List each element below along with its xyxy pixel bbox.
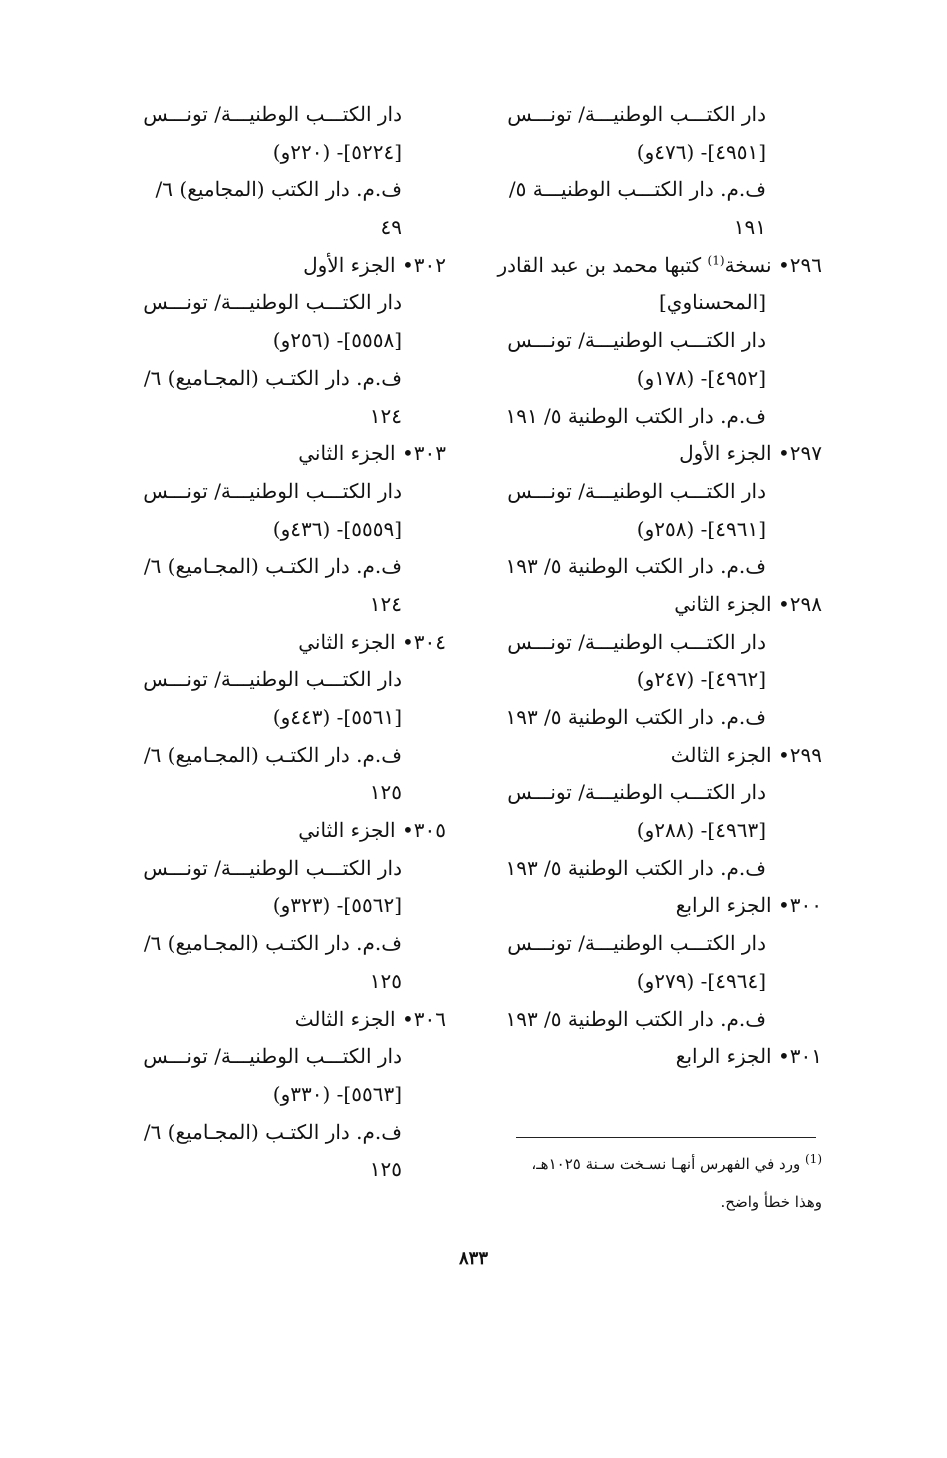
entry-line: [470, 774, 822, 812]
entry-text: دار الكتـــب الوطنيـــة/ تونـــس: [143, 1044, 402, 1069]
entry-line: [88, 963, 446, 1001]
entry-line: [88, 473, 446, 511]
entry-line: [470, 812, 822, 850]
page-number: ٨٣٣: [458, 1248, 488, 1269]
entry-line: [88, 96, 446, 134]
entry-line: [88, 511, 446, 549]
entry-heading: [470, 247, 822, 285]
entry-text: دار الكتـــب الوطنيـــة/ تونـــس: [143, 290, 402, 315]
entry-line: [88, 171, 446, 209]
entry-line: [470, 661, 822, 699]
entry-text: [٤٩٥٢]- (١٧٨و): [636, 365, 766, 390]
entry-heading: [470, 586, 822, 624]
entry-text: ١٢٤: [369, 403, 402, 428]
entry-text: [٤٩٦١]- (٢٥٨و): [636, 516, 766, 541]
entry-text: ٣٠١• الجزء الرابع: [675, 1044, 822, 1069]
entry-heading: [88, 624, 446, 662]
entry-line: [88, 322, 446, 360]
entry-text: [٥٢٢٤]- (٢٢٠و): [272, 139, 402, 164]
entry-text: ٤٩: [380, 215, 402, 240]
entry-line: [470, 96, 822, 134]
entry-line: [470, 322, 822, 360]
entry-text: ف.م. دار الكتـب (المجـاميع) ٦/: [143, 365, 402, 390]
entry-line: [470, 134, 822, 172]
entry-line: [88, 1038, 446, 1076]
entry-text: [المحسناوي]: [658, 290, 766, 315]
entry-text: ف.م. دار الكتـــب الوطنيـــة ٥/: [508, 177, 766, 202]
entry-text: ١٢٥: [369, 1157, 402, 1182]
entry-text: ٣٠٠• الجزء الرابع: [675, 893, 822, 918]
left-column: [88, 96, 446, 1189]
entry-text: ف.م. دار الكتـب (المجـاميع) ٦/: [143, 931, 402, 956]
entry-heading: [470, 887, 822, 925]
entry-text: [٥٥٦٢]- (٣٢٣و): [272, 893, 402, 918]
entry-text: دار الكتـــب الوطنيـــة/ تونـــس: [507, 328, 766, 353]
entry-line: [470, 699, 822, 737]
entry-text: [٥٥٥٩]- (٤٣٦و): [272, 516, 402, 541]
footnote-marker: (1): [804, 1152, 822, 1166]
entry-line: [470, 850, 822, 888]
entry-text: [٤٩٦٢]- (٢٤٧و): [636, 667, 766, 692]
entry-line: [88, 1114, 446, 1152]
entry-text: [٥٥٦١]- (٤٤٣و): [272, 705, 402, 729]
entry-text: ف.م. دار الكتب الوطنية ٥/ ١٩٣: [505, 705, 766, 729]
entry-line: [470, 209, 822, 247]
entry-text: [٤٩٦٣]- (٢٨٨و): [636, 818, 766, 843]
entry-line: [470, 511, 822, 549]
entry-text: ٢٩٧• الجزء الأول: [679, 441, 822, 466]
entry-text: ٢٩٩• الجزء الثالث: [670, 742, 822, 767]
entry-heading: [88, 1001, 446, 1039]
entry-line: [470, 284, 822, 322]
entry-line: [88, 737, 446, 775]
entry-text-continued: كتبها محمد بن عبد القادر: [497, 252, 708, 277]
entry-text: ف.م. دار الكتب الوطنية ٥/ ١٩٣: [505, 554, 766, 579]
entry-text: ١٩١: [733, 215, 766, 240]
entry-line: [470, 624, 822, 662]
entry-line: [88, 586, 446, 624]
footnote-reference: (1): [707, 253, 725, 268]
entry-line: [470, 171, 822, 209]
entry-line: [88, 134, 446, 172]
entry-heading: [470, 435, 822, 473]
entry-text: [٥٥٥٨]- (٢٥٦و): [272, 328, 402, 353]
entry-line: [88, 284, 446, 322]
entry-text: دار الكتـــب الوطنيـــة/ تونـــس: [143, 478, 402, 503]
entry-text: ٣٠٢• الجزء الأول: [303, 252, 446, 277]
entry-line: [88, 360, 446, 398]
entry-text: دار الكتـــب الوطنيـــة/ تونـــس: [507, 478, 766, 503]
entry-text: ف.م. دار الكتـب (المجـاميع) ٦/: [143, 1119, 402, 1144]
footnote-text-1: ورد في الفهرس أنهـا نسـخت سـنة ١٠٢٥هـ،: [531, 1155, 805, 1173]
entry-heading: [88, 247, 446, 285]
entry-heading: [88, 812, 446, 850]
entry-heading: [470, 1038, 822, 1076]
entry-text: ١٢٤: [369, 591, 402, 616]
entry-text: ف.م. دار الكتب الوطنية ٥/ ١٩١: [505, 403, 766, 428]
entry-text: ف.م. دار الكتب (المجاميع) ٦/: [155, 177, 402, 202]
entry-line: [470, 925, 822, 963]
entry-text: دار الكتـــب الوطنيـــة/ تونـــس: [507, 780, 766, 805]
entry-line: [470, 548, 822, 586]
entry-heading: [88, 435, 446, 473]
entry-line: [88, 398, 446, 436]
entry-text: ف.م. دار الكتب الوطنية ٥/ ١٩٣: [505, 855, 766, 880]
entry-text: دار الكتـــب الوطنيـــة/ تونـــس: [143, 855, 402, 880]
entry-text: ١٢٥: [369, 968, 402, 993]
entry-text: دار الكتـــب الوطنيـــة/ تونـــس: [143, 102, 402, 126]
entry-line: [88, 209, 446, 247]
entry-line: [88, 661, 446, 699]
entry-line: [88, 887, 446, 925]
entry-line: [470, 398, 822, 436]
entry-line: [470, 473, 822, 511]
entry-text: ٣٠٣• الجزء الثاني: [298, 441, 446, 466]
entry-text: دار الكتـــب الوطنيـــة/ تونـــس: [507, 629, 766, 654]
entry-text: [٥٥٦٣]- (٣٣٠و): [272, 1081, 402, 1106]
entry-text: ف.م. دار الكتب الوطنية ٥/ ١٩٣: [505, 1006, 766, 1031]
entry-line: [88, 850, 446, 888]
entry-line: [88, 774, 446, 812]
footnote-separator: [516, 1137, 816, 1138]
footnote-line-2: وهذا خطأ واضح.: [720, 1193, 822, 1211]
entry-line: [88, 1076, 446, 1114]
entry-text: ١٢٥: [369, 780, 402, 805]
entry-text: دار الكتـــب الوطنيـــة/ تونـــس: [507, 102, 766, 126]
entry-line: [88, 1151, 446, 1189]
entry-text: ٢٩٦• نسخة: [724, 252, 822, 277]
entry-text: ٣٠٥• الجزء الثاني: [298, 818, 446, 843]
footnote-line-1: [470, 1152, 822, 1173]
entry-line: [470, 360, 822, 398]
entry-text: ٣٠٤• الجزء الثاني: [298, 629, 446, 654]
entry-line: [470, 1001, 822, 1039]
right-column: [470, 96, 822, 1076]
entry-line: [88, 699, 446, 737]
entry-text: دار الكتـــب الوطنيـــة/ تونـــس: [143, 667, 402, 692]
entry-text: ف.م. دار الكتـب (المجـاميع) ٦/: [143, 742, 402, 767]
entry-text: [٤٩٦٤]- (٢٧٩و): [636, 968, 766, 993]
entry-line: [470, 963, 822, 1001]
entry-text: [٤٩٥١]- (٤٧٦و): [636, 139, 766, 164]
entry-text: ٢٩٨• الجزء الثاني: [674, 591, 822, 616]
entry-text: ٣٠٦• الجزء الثالث: [294, 1006, 446, 1031]
entry-text: ف.م. دار الكتـب (المجـاميع) ٦/: [143, 554, 402, 579]
entry-heading: [470, 737, 822, 775]
entry-line: [88, 925, 446, 963]
entry-text: دار الكتـــب الوطنيـــة/ تونـــس: [507, 931, 766, 956]
entry-line: [88, 548, 446, 586]
